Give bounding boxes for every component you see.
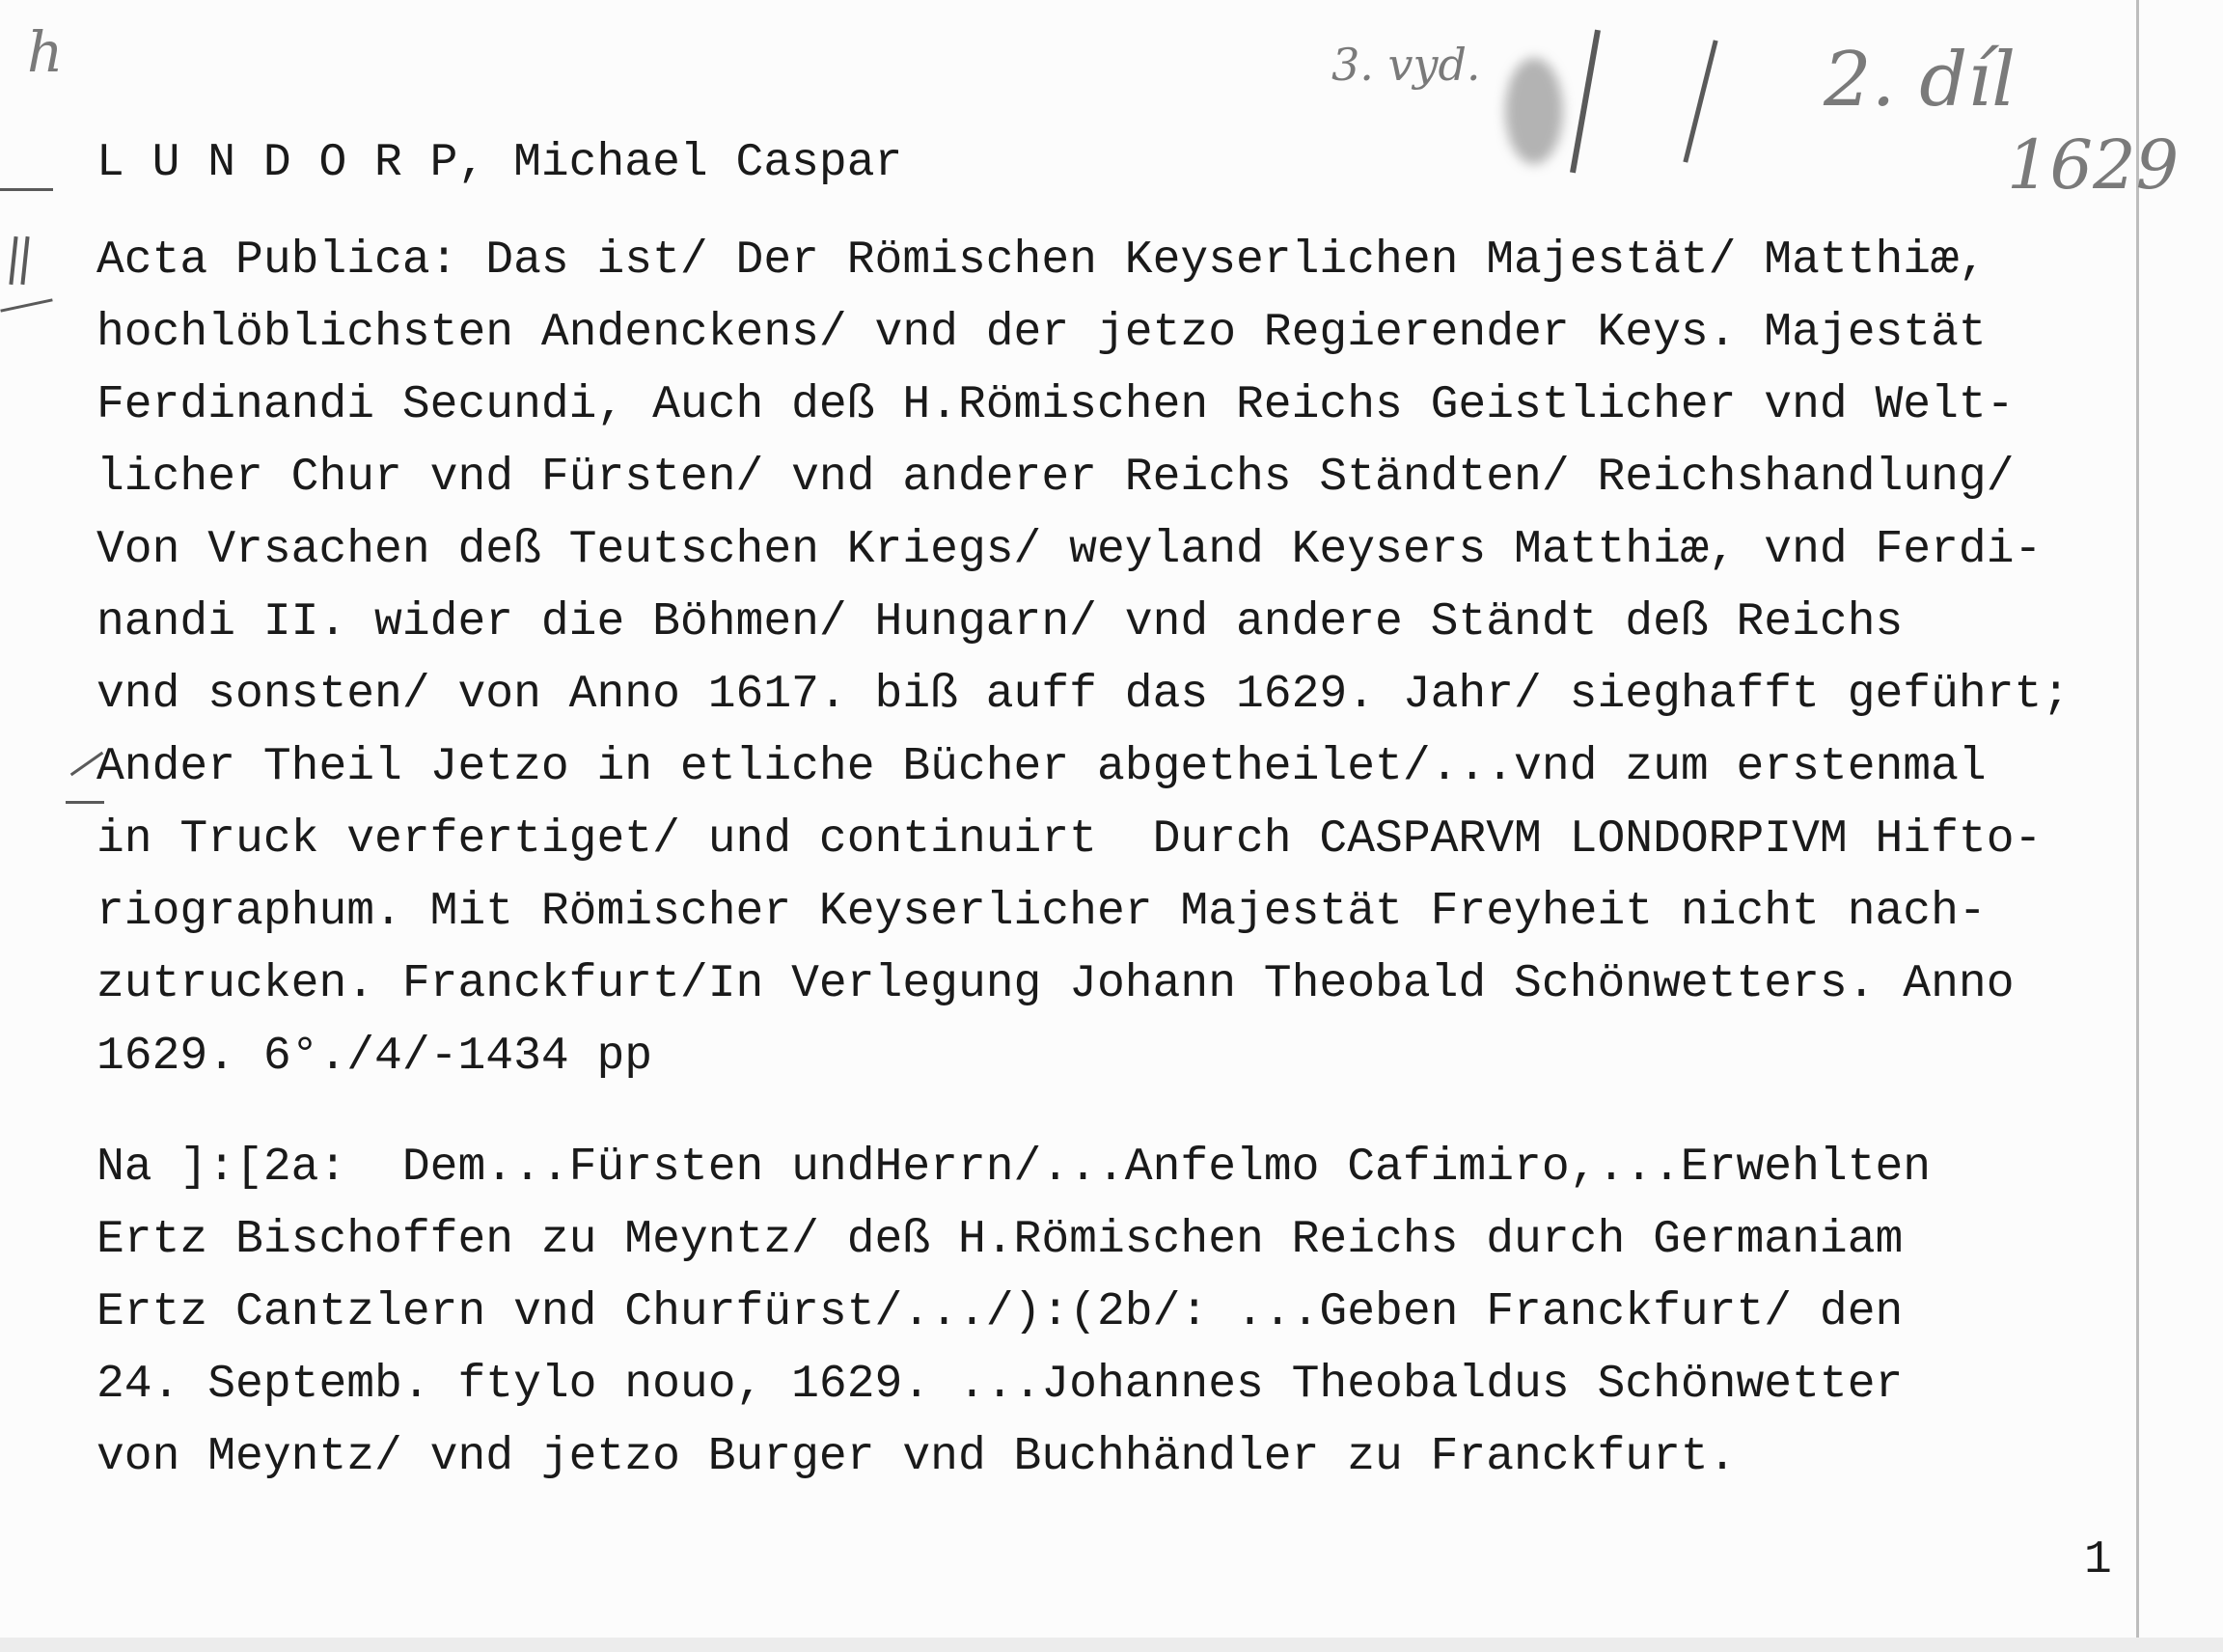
card-bottom-edge bbox=[0, 1638, 2223, 1652]
part-note: 2. díl bbox=[1824, 37, 2017, 124]
title-line: riographum. Mit Römischer Keyserlicher Majestät Freyheit nicht nach- bbox=[96, 886, 1987, 938]
title-line: in Truck verfertiget/ und continuirt Durch CASPARVM LONDORPIVM Hifto- bbox=[96, 813, 2043, 866]
title-line: hochlöblichsten Andenckens/ vnd der jetzo Regierender Keys. Majestät bbox=[96, 307, 1987, 359]
smudge bbox=[1505, 58, 1563, 164]
title-line: licher Chur vnd Fürsten/ vnd anderer Reichs Ständten/ Reichshandlung/ bbox=[96, 452, 2015, 504]
title-line: Ander Theil Jetzo in etliche Bücher abgetheilet/...vnd zum erstenmal bbox=[96, 741, 1987, 793]
title-line: Acta Publica: Das ist/ Der Römischen Keyserlichen Majestät/ Matthiæ, bbox=[96, 234, 1987, 287]
margin-mark bbox=[20, 236, 29, 285]
year-note: 1629 bbox=[2007, 125, 2180, 205]
margin-bracket bbox=[0, 298, 52, 312]
title-line: 1629. 6°./4/-1434 pp bbox=[96, 1031, 653, 1083]
margin-mark bbox=[9, 236, 17, 285]
card-right-edge bbox=[2136, 0, 2139, 1652]
title-line: Ferdinandi Secundi, Auch deß H.Römischen Reichs Geistlicher vnd Welt- bbox=[96, 379, 2015, 431]
margin-bracket bbox=[0, 188, 53, 191]
note-line: von Meyntz/ vnd jetzo Burger vnd Buchhändler zu Franckfurt. bbox=[96, 1431, 1737, 1483]
title-line: nandi II. wider die Böhmen/ Hungarn/ vnd andere Ständt deß Reichs bbox=[96, 596, 1904, 648]
note-line: Na ]:[2a: Dem...Fürsten undHerrn/...Anfelmo Cafimiro,...Erwehlten bbox=[96, 1142, 1932, 1194]
margin-mark bbox=[66, 801, 104, 804]
copy-note: 3. vyd. bbox=[1331, 39, 1481, 91]
title-line: zutrucken. Franckfurt/In Verlegung Johann Theobald Schönwetters. Anno bbox=[96, 958, 2015, 1010]
corner-mark: h bbox=[27, 19, 64, 85]
author-heading: L U N D O R P, Michael Caspar bbox=[96, 137, 903, 189]
title-line: vnd sonsten/ von Anno 1617. biß auff das 1629. Jahr/ sieghafft geführt; bbox=[96, 669, 2071, 721]
note-line: 24. Septemb. ftylo nouo, 1629. ...Johannes Theobaldus Schönwetter bbox=[96, 1359, 1904, 1411]
pencil-stroke bbox=[1683, 40, 1717, 162]
title-line: Von Vrsachen deß Teutschen Kriegs/ weyland Keysers Matthiæ, vnd Ferdi- bbox=[96, 524, 2043, 576]
note-line: Ertz Bischoffen zu Meyntz/ deß H.Römischen Reichs durch Germaniam bbox=[96, 1214, 1904, 1266]
note-line: Ertz Cantzlern vnd Churfürst/.../):(2b/: ...Geben Franckfurt/ den bbox=[96, 1286, 1904, 1338]
pencil-stroke bbox=[1570, 30, 1601, 174]
card-number: 1 bbox=[2084, 1534, 2112, 1586]
